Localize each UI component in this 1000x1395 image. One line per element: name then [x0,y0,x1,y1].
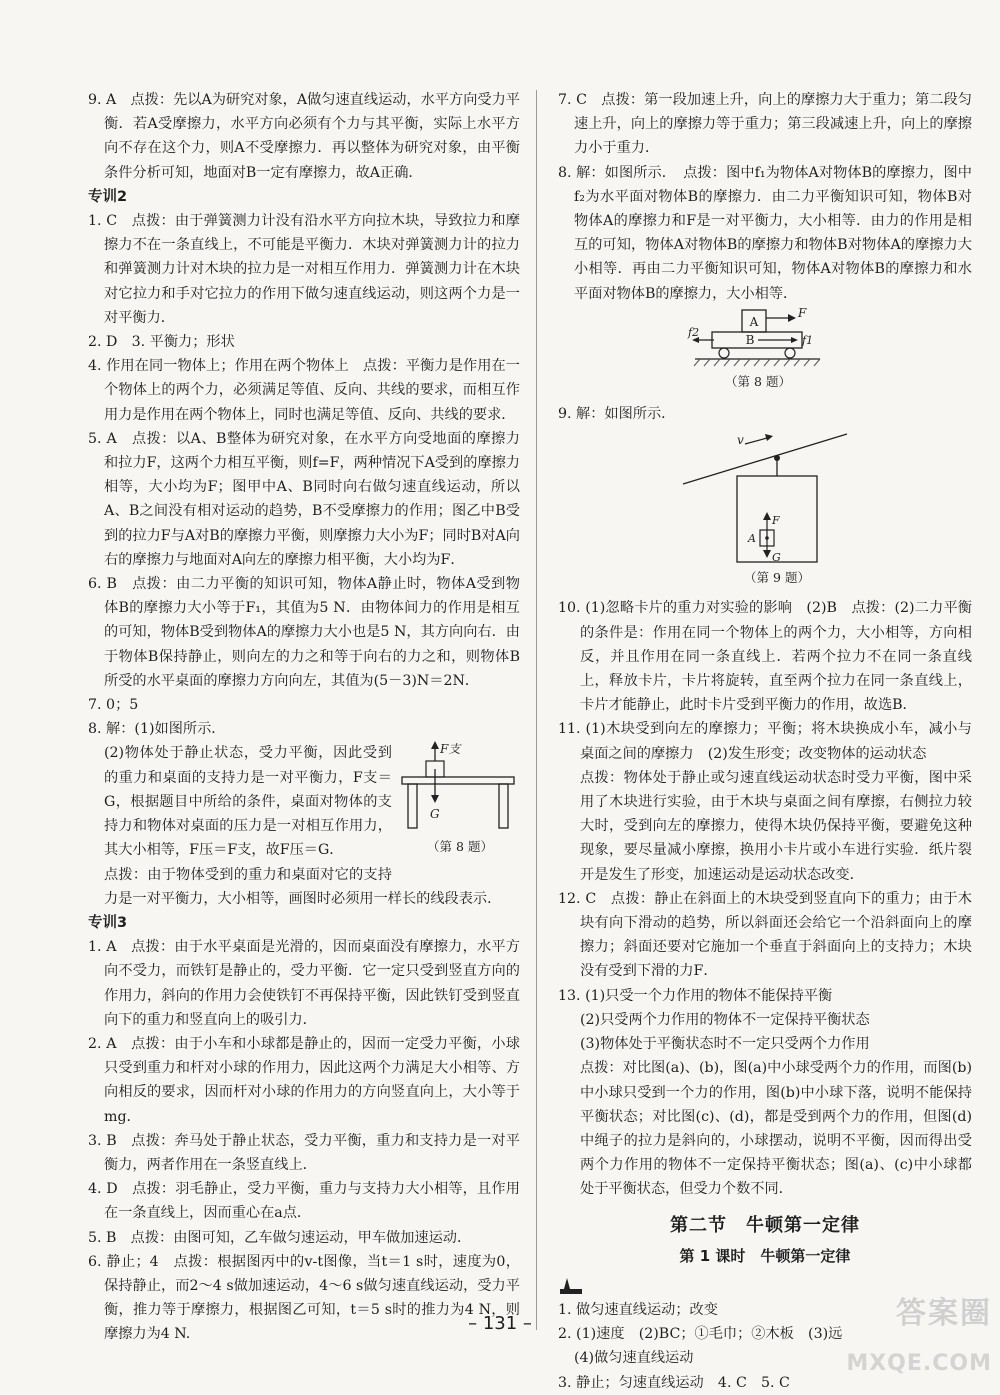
answer-r11: 11. (1)木块受到向左的摩擦力；平衡；将木块换成小车，减小与桌面之间的摩擦力 (2)发生形变；改变物体的运动状态 [558,721,972,762]
answer-r13-2: (2)只受两个力作用的物体不一定保持平衡状态 [580,1011,870,1028]
lesson-title: 第 1 课时 牛顿第一定律 [679,1246,851,1265]
figure-8-caption: （第 8 题） [427,839,493,855]
svg-text:f1: f1 [802,333,814,347]
answer-s2-8-note: 点拨：由于物体受到的重力和桌面对它的支持力是一对平衡力，大小相等，画图时必须用一样长的线段表示． [104,866,502,907]
answer-r10: 10. (1)忽略卡片的重力对实验的影响 (2)B 点拨：(2)二力平衡的条件是：作用在同一个物体上的两个力，大小相等，方向相反，并且作用在同一条直线上．若两个拉力不在同一条直线上，释放卡片，卡片将旋转，直至两个拉力在同一条直线上，卡片才能静止，此时卡片受到平衡力的作用，故选B． [558,600,972,714]
cable-car-diagram [675,426,855,588]
tabletop [402,777,514,784]
svg-text:F: F [798,305,807,320]
figure-8-cart [558,306,972,402]
answer-r13-1: 13. (1)只受一个力作用的物体不能保持平衡 [558,987,833,1004]
svg-text:A: A [748,532,756,546]
answer-s3-2: 2. A 点拨：由于小车和小球都是静止的，因而一定受力平衡，小球只受到重力和杆对小球的作用力，因此这两个力满足大小相等、方向相反的要求，因而杆对小球的作用力的方向竖直向上，大小等于mg． [88,1035,520,1125]
answer-r7: 7. C 点拨：第一段加速上升，向上的摩擦力大于重力；第二段匀速上升，向上的摩擦力等于重力；第三段减速上升，向上的摩擦力小于重力． [558,92,972,157]
answer-n2-4: (4)做匀速直线运动 [574,1350,694,1367]
page-number: – 131 – [468,1313,532,1334]
answer-s3-3: 3. B 点拨：奔马处于静止状态，受力平衡，重力和支持力是一对平衡力，两者作用在一条竖直线上． [88,1132,520,1173]
answer-s2-8-head: 8. 解：(1)如图所示． [88,721,226,738]
right-column [558,88,972,1395]
figure-9-caption: （第 9 题） [744,570,810,586]
answer-s3-5: 5. B 点拨：由图可知，乙车做匀速运动，甲车做加速运动． [88,1229,472,1246]
answer-s3-6: 6. 静止；4 点拨：根据图丙中的v-t图像，当t＝1 s时，速度为0，保持静止，而2～4 s做加速运动，4～6 s做匀速直线运动，受力平衡，推力等于摩擦力，根据图乙可知，t＝5 s时的推力为4 N，则摩擦力为4 N. [88,1253,520,1343]
answer-n3: 3. 静止；匀速直线运动 4. C 5. C [558,1374,790,1391]
answer-r12: 12. C 点拨：静止在斜面上的木块受到竖直向下的重力；由于木块有向下滑动的趋势，所以斜面还会给它一个沿斜面向上的摩擦力；斜面还要对它施加一个垂直于斜面向上的支持力；木块没有受到下滑的力F． [558,890,972,980]
section-heading-3: 专训3 [88,914,128,931]
answer-s2-4: 4. 作用在同一物体上；作用在两个物体上 点拨：平衡力是作用在一个物体上的两个力，必须满足等值、反向、共线的要求，而相互作用力是作用在两个物体上，同时也满足等值、反向、共线的要求． [88,358,520,423]
watermark-logo: 答案圈 [896,1296,992,1331]
answer-s2-1: 1. C 点拨：由于弹簧测力计没有沿水平方向拉木块，导致拉力和摩擦力不在一条直线上，不可能是平衡力．木块对弹簧测力计的拉力和弹簧测力计对木块的拉力是一对相互作用力．弹簧测力计在木块对它拉力和手对它拉力的作用下做匀速直线运动，则这两个力是一对平衡力． [88,213,520,326]
svg-text:f2: f2 [688,325,700,339]
answer-n2: 2. (1)速度 (2)BC；①毛巾；②木板 (3)远 [558,1326,843,1343]
answer-s2-7: 7. 0；5 [88,697,139,714]
svg-text:G: G [772,551,781,565]
answer-r11-note: 点拨：物体处于静止或匀速直线运动状态时受力平衡，图中采用了木块进行实验，由于木块与桌面之间有摩擦，右侧拉力较大时，受到向左的摩擦力，使得木块仍保持平衡，要避免这种现象，要尽量减小摩擦，换用小卡片或小车进行实验．纸片裂开是发生了形变，加速运动是运动状态改变． [580,769,972,883]
answer-r9: 9. 解：如图所示． [558,406,676,423]
figure-9-cable [558,426,972,596]
answer-s2-5: 5. A 点拨：以A、B整体为研究对象，在水平方向受地面的摩擦力和拉力F，这两个力相互平衡，则f=F，两种情况下A受到的摩擦力相等，大小均为F；图甲中A、B同时向右做匀速直线运动，所以A、B之间没有相对运动的趋势，B不受摩擦力的作用；图乙中B受到的拉力F与A对B的摩擦力平衡，则摩擦力大小为F；同时B对A向右的摩擦力与地面对A向左的摩擦力相平衡，大小均为F． [88,430,520,568]
cart-friction-diagram [690,306,840,394]
answer-r13-note: 点拨：对比图(a)、(b)，图(a)中小球受两个力的作用，而图(b)中小球只受到一个力的作用，图(b)中小球下落，说明不能保持平衡状态；对比图(c)、(d)，都是受到两个力的作用，但图(d)中绳子的拉力是斜向的，小球摆动，说明不平衡，因而得出受两个力作用的物体不一定保持平衡状态；图(a)、(c)中小球都处于平衡状态，但受力个数不同． [580,1060,972,1198]
answer-s3-1: 1. A 点拨：由于水平桌面是光滑的，因而桌面没有摩擦力，水平方向不受力，而铁钉是静止的，受力平衡．它一定只受到竖直方向的作用力，斜向的作用力会使铁钉不再保持平衡，因此铁钉受到竖直向下的重力和竖直向上的吸引力． [88,939,520,1028]
section-heading-2: 专训2 [88,188,128,205]
answer-s2-8-body: (2)物体处于静止状态，受力平衡，因此受到的重力和桌面的支持力是一对平衡力，F支＝G，根据题目中所给的条件，桌面对物体的支持力和物体对桌面的压力是一对相互作用力，其大小相等，F压＝F支，故F压＝G． [104,745,392,859]
answer-r13-3: (3)物体处于平衡状态时不一定只受两个力作用 [580,1036,870,1053]
svg-text:B: B [745,332,755,347]
answer-9: 9. A 点拨：先以A为研究对象，A做匀速直线运动，水平方向受力平衡．若A受摩擦力，水平方向必须有个力与其平衡，实际上水平方向不存在这个力，则A不受摩擦力．再以整体为研究对象，由平衡条件分析可知，地面对B一定有摩擦力，故A正确． [88,92,520,181]
answer-r8: 8. 解：如图所示． 点拨：图中f₁为物体A对物体B的摩擦力，图中f₂为水平面对物体B的摩擦力．由二力平衡知识可知，物体B对物体A的摩擦力和F是一对平衡力，大小相等．由力的作用是相互的可知，物体A对物体B的摩擦力和物体B对物体A的摩擦力大小相等．再由二力平衡知识可知，物体A对物体B的摩擦力和水平面对物体B的摩擦力，大小相等． [558,164,972,302]
figure-8r-caption: （第 8 题） [725,373,791,389]
pencil-icon [558,1276,972,1298]
label-g: G [430,807,440,822]
figure-8-table [400,741,520,867]
svg-text:F: F [772,514,780,528]
label-fsup: F支 [440,742,461,757]
answer-s2-6: 6. B 点拨：由二力平衡的知识可知，物体A静止时，物体A受到物体B的摩擦力大小等于F₁，其值为5 N．由物体间力的作用是相互的可知，物体B受到物体A的摩擦力大小也是5 N，其方向向右．由于物体B保持静止，则向左的力之和等于向右的力之和，则物体B所受的水平桌面的摩擦力方向向左，其值为(5－3)N＝2N． [88,576,520,689]
svg-text:v: v [737,433,744,448]
watermark-url: MXQE.COM [846,1351,992,1376]
left-column [88,88,520,1347]
section-title: 第二节 牛顿第一定律 [670,1214,860,1236]
table-force-diagram [400,741,520,859]
answer-n1: 1. 做匀速直线运动；改变 [558,1301,718,1318]
svg-text:A: A [749,314,759,329]
answer-s3-4: 4. D 点拨：羽毛静止，受力平衡，重力与支持力大小相等，且作用在一条直线上，因而重心在a点． [88,1181,520,1222]
column-divider [536,90,537,1330]
answer-s2-2: 2. D 3. 平衡力；形状 [88,334,235,351]
